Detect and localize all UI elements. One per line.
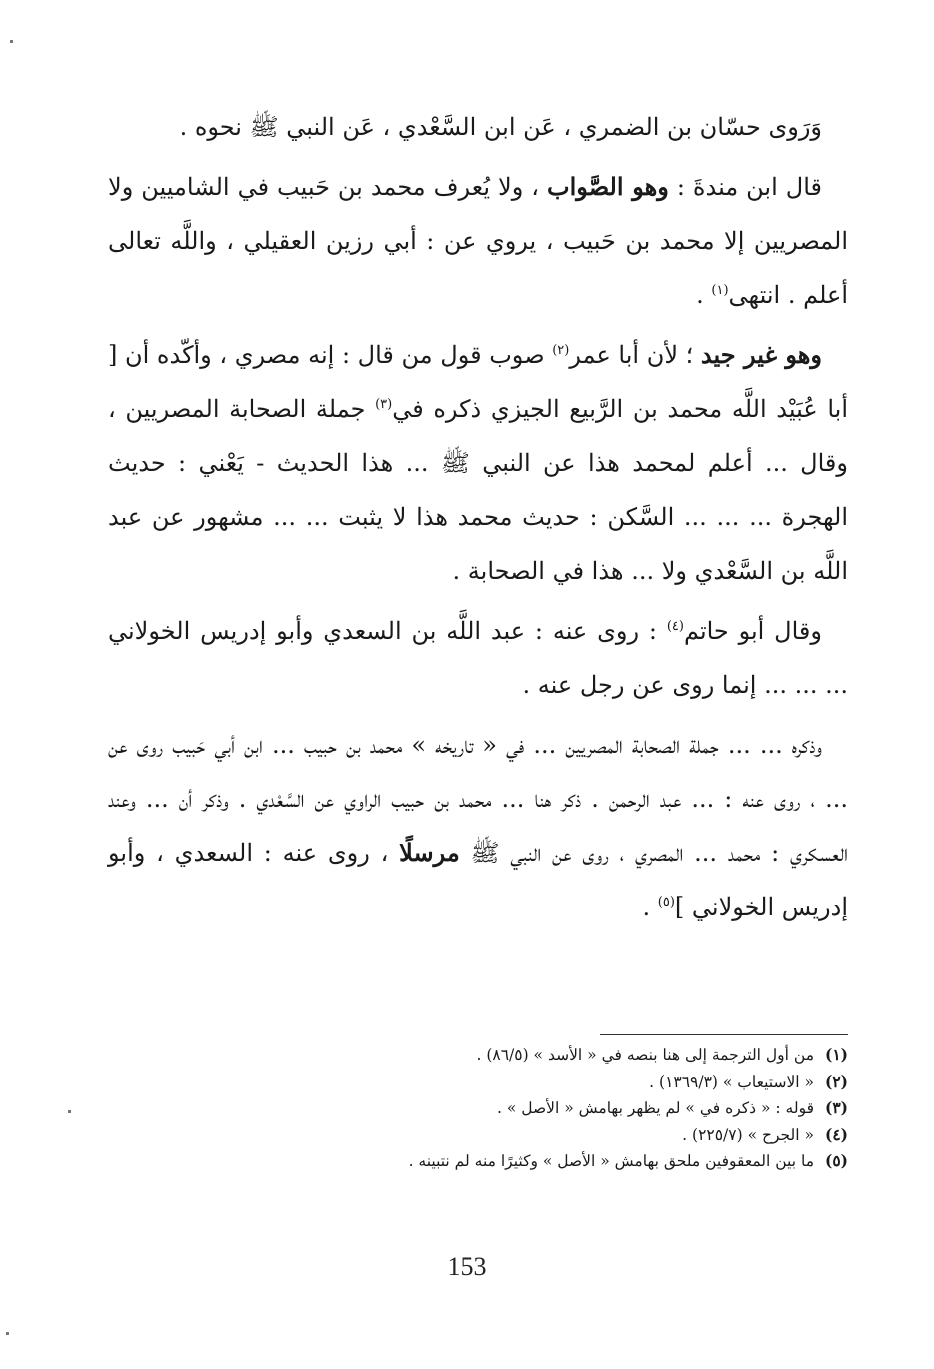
footnote-number: (٥) [824, 1151, 848, 1170]
footnote-reference: (٤) [666, 619, 684, 634]
main-text [108, 100, 848, 940]
scan-speck-bottom-left [6, 1332, 9, 1335]
emphasized-text: مرسلًا [399, 838, 460, 867]
text-segment: وقال أبو حاتم [683, 617, 822, 645]
text-segment: . [642, 893, 658, 921]
footnote-text: من أول الترجمة إلى هنا بنصه في « الأسد » (٨٦/٥) . [476, 1046, 814, 1064]
footnote-item [108, 1148, 848, 1175]
text-segment: جملة الصحابة المصريين ، وقال ... أعلم لمحمد هذا عن النبي ﷺ ... هذا الحديث - يَعْني : حديث الهجرة ... ... ... السَّكن : حديث محمد هذا لا يثبت ... ... مشهور عن عبد اللَّه بن السَّعْدي ولا ... هذا في الصحابة . [108, 395, 848, 585]
scan-speck-top-left [10, 40, 13, 43]
footnote-item [108, 1095, 848, 1122]
footnote-number: (٤) [824, 1124, 848, 1144]
footnotes-list [108, 1042, 848, 1175]
text-segment: . [696, 281, 712, 309]
text-segment: ؛ لأن أبا عمر [569, 341, 701, 369]
emphasized-text: وهو الصَّواب [547, 172, 669, 201]
paragraph-p2 [108, 160, 848, 322]
footnote-number: (٢) [824, 1071, 848, 1091]
footnote-divider [600, 1034, 848, 1035]
footnote-reference: (٣) [375, 397, 393, 412]
text-segment: وذكره ... ... جملة الصحابة المصريين ... في « تاريخه » محمد بن حبيب ... ابن أبي حَبيب روى عن ... ، روى عنه : ... عبد الرحمن . ذكر هنا ... محمد بن حبيب الراوي عن السَّعْدي . وذكر أن ... وعند العسكري : محمد ... المصري ، روى عن النبي ﷺ [108, 731, 848, 867]
text-segment: صوب قول من قال : إنه مصري ، وأكّده أن [ أبا عُبَيْد اللَّه محمد بن الرَّبيع الجيزي ذكره في [108, 341, 848, 423]
scan-speck-margin [68, 1110, 71, 1113]
footnote-reference: (١) [711, 283, 729, 298]
footnote-number: (٣) [824, 1098, 848, 1117]
footnote-text: قوله : « ذكره في » لم يظهر بهامش « الأصل » . [497, 1099, 814, 1117]
footnote-number: (١) [824, 1045, 848, 1064]
paragraph-p4 [108, 604, 848, 712]
footnote-text: « الجرح » (٢٢٥/٧) . [682, 1125, 814, 1144]
text-segment: ، ولا يُعرف محمد بن حَبيب في الشاميين ولا المصريين إلا محمد بن حَبيب ، يروي عن : أبي رزين العقيلي ، واللَّه تعالى أعلم . انتهى [108, 173, 848, 309]
footnote-reference: (٢) [552, 343, 570, 358]
text-segment: ، روى عنه : السعدي ، وأبو إدريس الخولاني ] [108, 839, 848, 921]
paragraph-p1 [108, 100, 848, 154]
footnote-item [108, 1122, 848, 1149]
text-segment: قال ابن مندةَ : [668, 173, 822, 201]
emphasized-text: وهو غير جيد [700, 340, 822, 369]
paragraph-p5 [108, 718, 848, 934]
footnote-item [108, 1069, 848, 1096]
page-number: 153 [447, 1252, 487, 1281]
footnote-text: « الاستيعاب » (١٣٦٩/٣) . [649, 1072, 814, 1091]
footnote-text: ما بين المعقوفين ملحق بهامش « الأصل » وكثيرًا منه لم نتبينه . [408, 1152, 814, 1170]
paragraph-p3 [108, 328, 848, 598]
footnote-reference: (٥) [657, 895, 675, 910]
footnote-item [108, 1042, 848, 1069]
text-segment: وَرَوى حسّان بن الضمري ، عَن ابن السَّعْدي ، عَن النبي ﷺ نحوه . [179, 113, 822, 141]
text-segment: : روى عنه : عبد اللَّه بن السعدي وأبو إدريس الخولاني ... ... ... إنما روى عن رجل عنه . [108, 617, 848, 699]
